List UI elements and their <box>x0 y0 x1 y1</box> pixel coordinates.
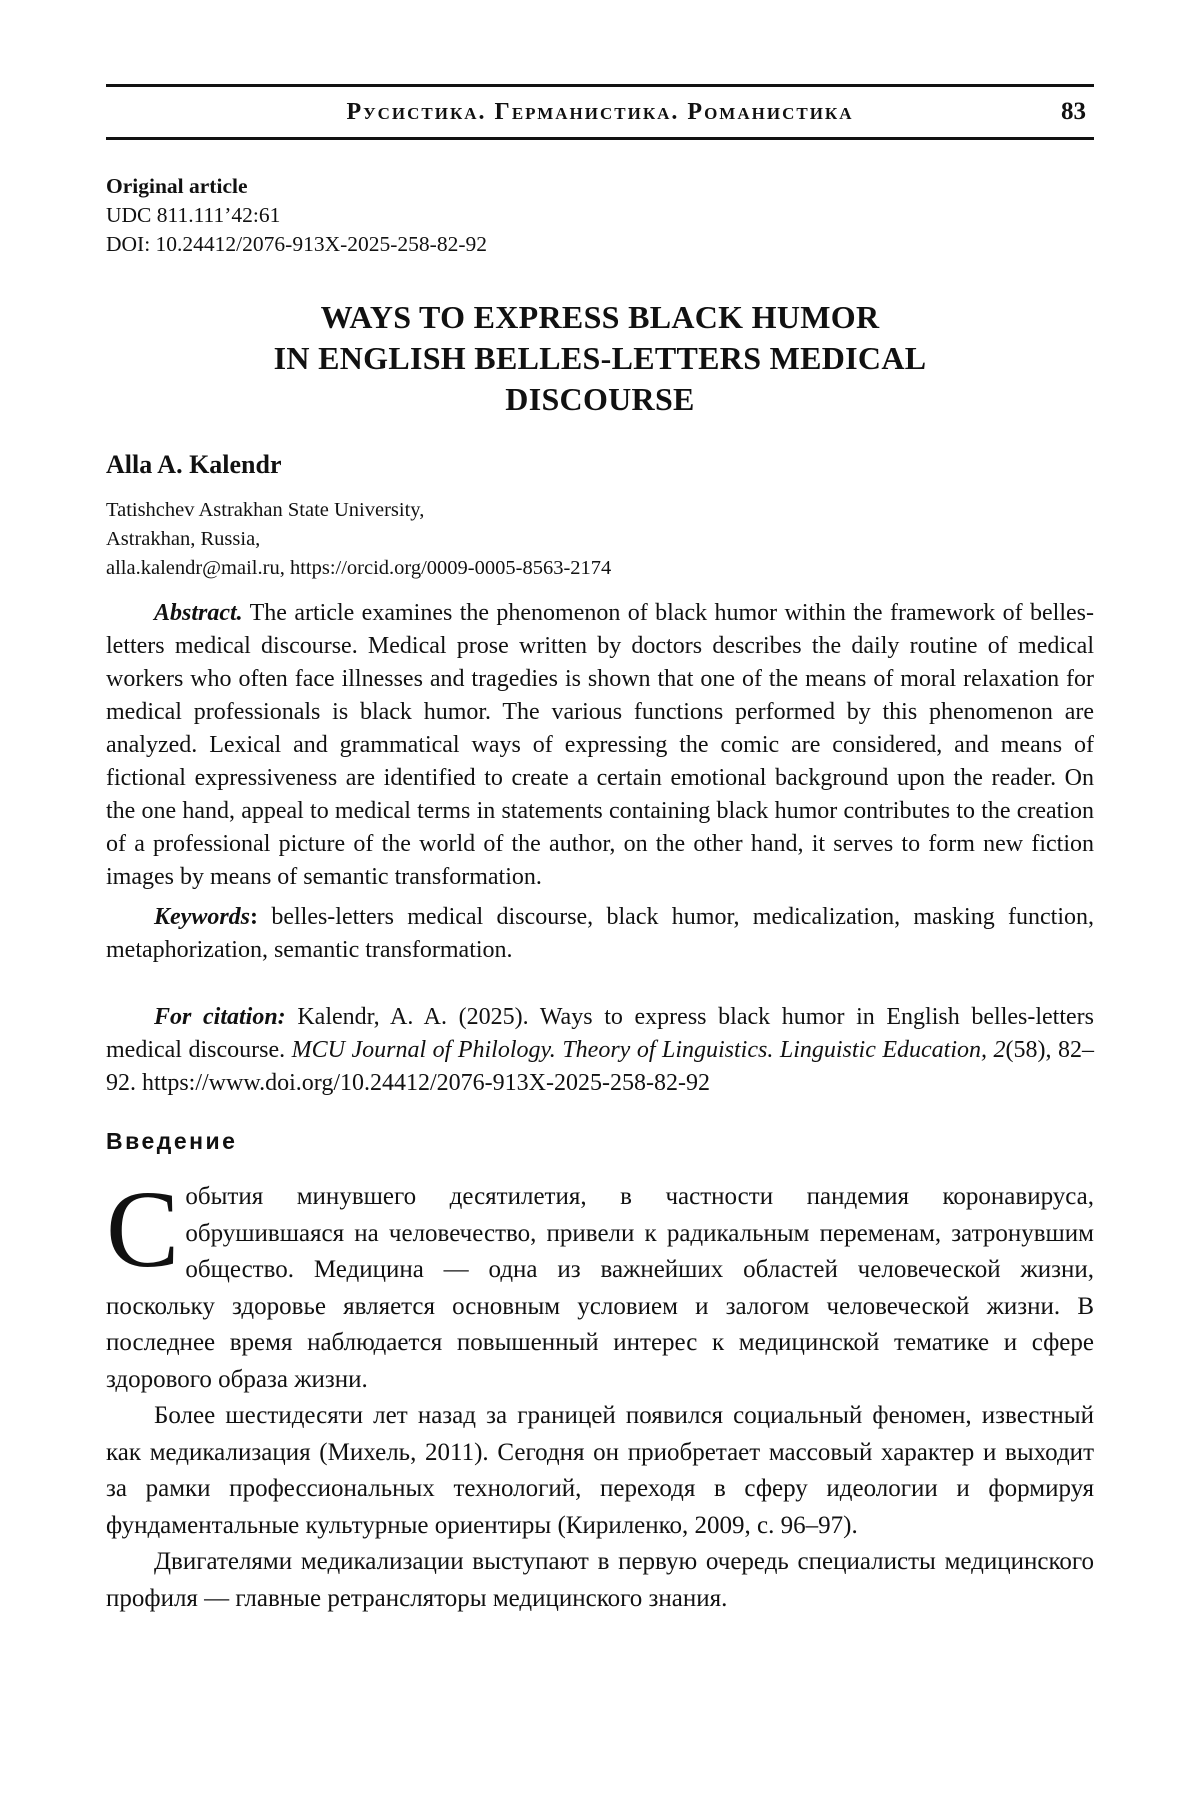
citation <box>106 1001 1094 1100</box>
abstract-label: Abstract. <box>154 600 243 626</box>
title-line: DISCOURSE <box>505 381 695 417</box>
article-meta <box>106 172 1094 259</box>
section-heading-introduction: Введение <box>106 1128 238 1154</box>
title-line: WAYS TO EXPRESS BLACK HUMOR <box>320 299 880 335</box>
abstract <box>106 597 1094 894</box>
citation-journal: MCU Journal of Philology. Theory of Linguistics. Linguistic Education, 2 <box>291 1037 1006 1063</box>
introduction-body <box>106 1168 1094 1617</box>
intro-paragraph: Более шестидесяти лет назад за границей появился социальный феномен, известный как медикализация (Михель, 2011). Сегодня он приобретает массовый характер и выходит за рамки профессиональных технологий, переходя в сферу идеологии и формируя фундаментальные культурные ориентиры (Кириленко, 2009, с. 96–97). <box>106 1402 1094 1539</box>
author-contact: alla.kalendr@mail.ru, https://orcid.org/0009-0005-8563-2174 <box>106 557 612 579</box>
affiliation-university: Tatishchev Astrakhan State University, <box>106 499 425 521</box>
journal-sections-title: Русистика. Германистика. Романистика <box>346 99 854 125</box>
author-name: Alla A. Kalendr <box>106 450 282 479</box>
abstract-text: The article examines the phenomenon of black humor within the framework of belles-letters medical discourse. Medical prose written by doctors describes the daily routine of medical workers who often face illnesses and tragedies is shown that one of the means of moral relaxation for medical professionals is black humor. The various functions performed by this phenomenon are analyzed. Lexical and grammatical ways of expressing the comic are considered, and means of fictional expressiveness are identified to create a certain emotional background upon the reader. On the one hand, appeal to medical terms in statements containing black humor contributes to the creation of a professional picture of the world of the author, on the other hand, it serves to form new fiction images by means of semantic transformation. <box>106 600 1094 890</box>
doi: DOI: 10.24412/2076-913X-2025-258-82-92 <box>106 232 487 256</box>
keywords-colon: : <box>250 904 258 930</box>
keywords-label: Keywords <box>154 904 250 930</box>
article-page <box>106 84 1094 1617</box>
title-line: IN ENGLISH BELLES-LETTERS MEDICAL <box>273 340 927 376</box>
drop-cap: С <box>106 1168 180 1290</box>
intro-paragraph-text: обытия минувшего десятилетия, в частности пандемия коронавируса, обрушившаяся на человечество, привели к радикальным переменам, затронувшим общество. Медицина — одна из важнейших областей человеческой жизни, поскольку здоровье является основным условием и залогом человеческой жизни. В последнее время наблюдается повышенный интерес к медицинской тематике и сфере здорового образа жизни. <box>106 1183 1094 1393</box>
affiliation-city: Astrakhan, Russia, <box>106 528 261 550</box>
intro-paragraph <box>106 1168 1094 1398</box>
keywords-text: belles-letters medical discourse, black humor, medicalization, masking function, metaphorization, semantic transformation. <box>106 904 1095 963</box>
article-title <box>106 297 1094 420</box>
keywords <box>106 901 1094 967</box>
article-type: Original article <box>106 174 248 198</box>
page-number: 83 <box>1061 98 1086 125</box>
udc-code: UDC 811.111’42:61 <box>106 203 281 227</box>
citation-text: Kalendr, A. A. (2025). Ways to express black humor in English belles-letters medical discourse. <box>106 1004 1095 1063</box>
running-header <box>106 84 1094 140</box>
citation-label: For citation: <box>154 1004 286 1030</box>
intro-paragraph: Двигателями медикализации выступают в первую очередь специалисты медицинского профиля — главные ретрансляторы медицинского знания. <box>106 1548 1094 1612</box>
citation-issue: (58), 82–92. https://www.doi.org/10.24412/2076-913X-2025-258-82-92 <box>106 1037 1095 1096</box>
author-affiliation <box>106 496 1094 583</box>
